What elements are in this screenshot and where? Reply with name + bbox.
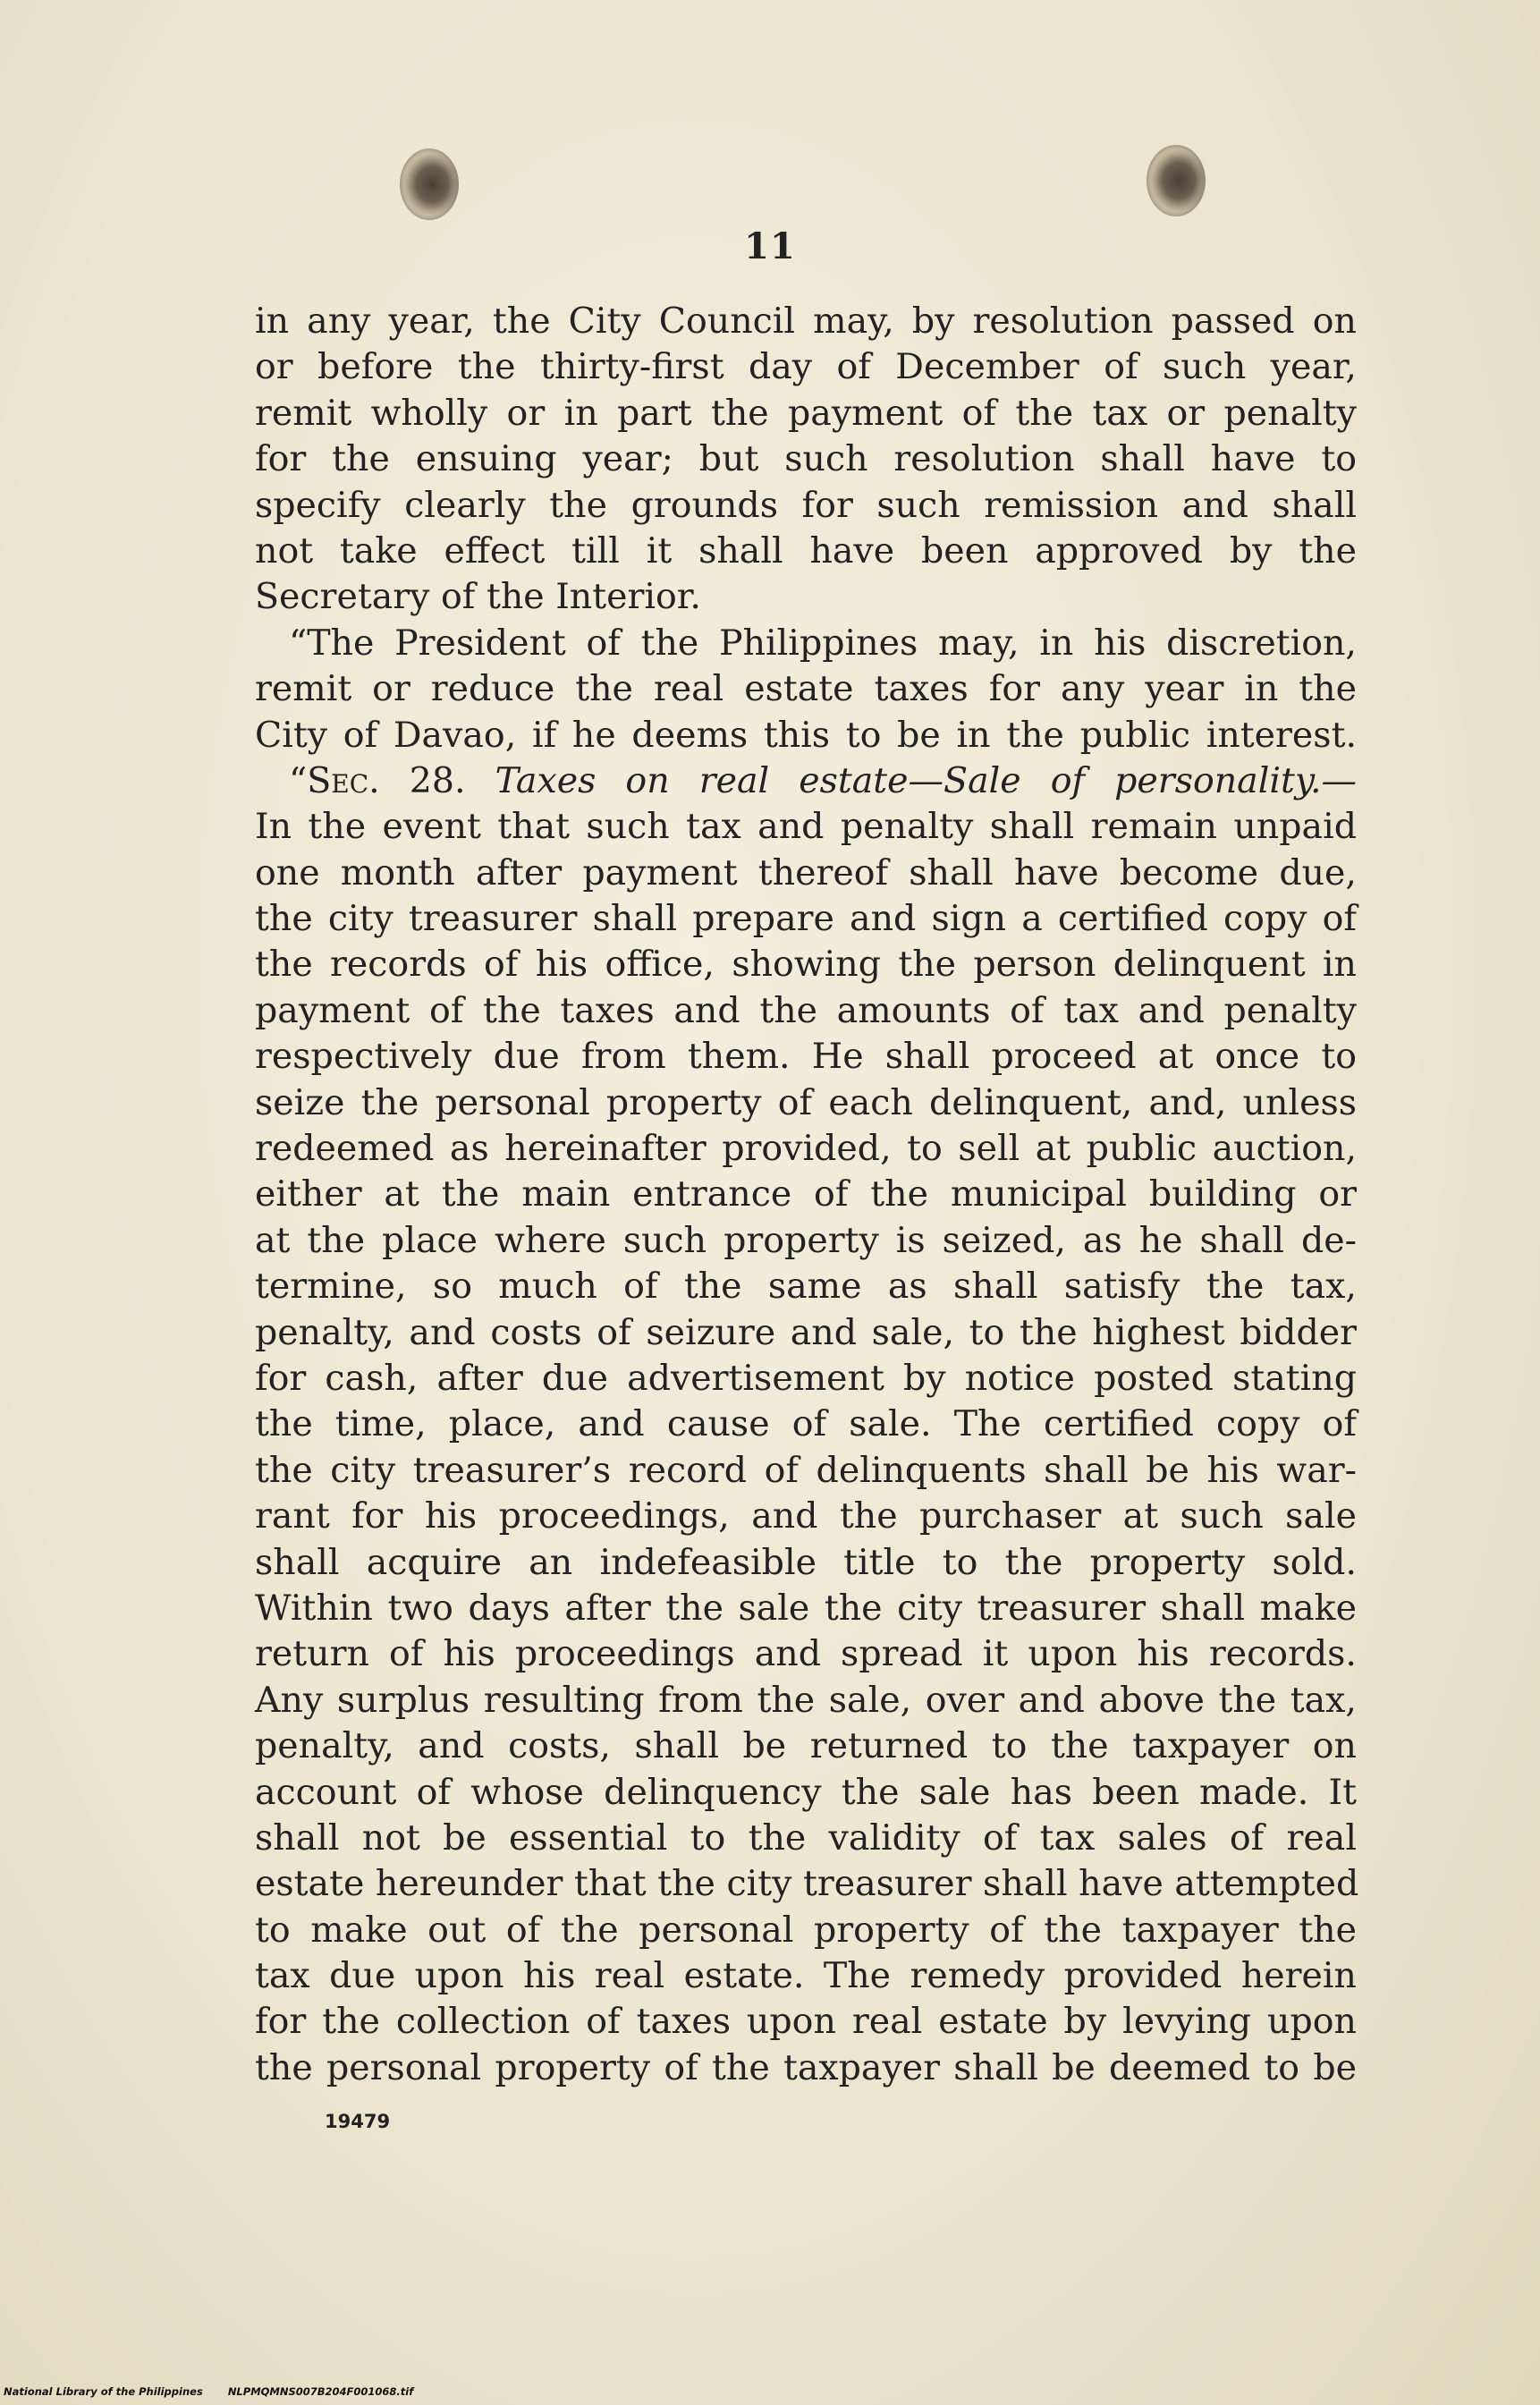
text-line: Within two days after the sale the city treasurer shall make [255,1587,1357,1629]
text-line: rant for his proceedings, and the purchaser at such sale [255,1495,1357,1537]
text-line: in any year, the City Council may, by resolution passed on [255,301,1357,342]
text-line: City of Davao, if he deems this to be in the public interest. [255,714,1357,756]
text-line: Secretary of the Interior. [255,576,701,618]
text-line: at the place where such property is seized, as he shall de- [255,1219,1357,1261]
text-line: estate hereunder that the city treasurer shall have attempted [255,1863,1359,1905]
text-line: one month after payment thereof shall have become due, [255,851,1357,893]
text-line: penalty, and costs, shall be returned to the taxpayer on [255,1725,1357,1767]
text-line: account of whose delinquency the sale has been made. It [255,1771,1357,1813]
text-line: return of his proceedings and spread it upon his records. [255,1633,1357,1675]
text-line: remit wholly or in part the payment of the tax or penalty [255,392,1357,434]
text-line: payment of the taxes and the amounts of tax and penalty [255,989,1357,1031]
text-line: “The President of the Philippines may, in his discretion, [289,622,1357,664]
footer-institution: National Library of the Philippines [4,2385,203,2398]
text-line: the records of his office, showing the person delinquent in [255,944,1357,986]
binding-hole-left [400,148,459,220]
text-line: termine, so much of the same as shall satisfy the tax, [255,1266,1357,1308]
text-line: shall acquire an indefeasible title to the property sold. [255,1541,1357,1583]
text-line: to make out of the personal property of the taxpayer the [255,1909,1357,1951]
footer-file-name: NLPMQMNS007B204F001068.tif [227,2385,414,2398]
text-line: respectively due from them. He shall proceed at once to [255,1036,1357,1078]
body-text [255,299,1357,2091]
text-line: not take effect till it shall have been approved by the [255,529,1357,572]
text-line: or before the thirty-first day of December of such year, [255,346,1357,388]
binding-hole-right [1147,145,1206,216]
section-heading-line [255,758,1357,804]
text-line: penalty, and costs of seizure and sale, to the highest bidder [255,1311,1357,1353]
text-line: redeemed as hereinafter provided, to sell at public auction, [255,1128,1357,1170]
print-code: 19479 [325,2111,391,2132]
text-line: In the event that such tax and penalty shall remain unpaid [255,806,1357,848]
text-line: either at the main entrance of the municipal building or [255,1173,1357,1215]
text-line: shall not be essential to the validity of tax sales of real [255,1816,1357,1859]
text-line: the city treasurer shall prepare and sign a certified copy of [255,898,1357,940]
text-line: for cash, after due advertisement by notice posted stating [255,1357,1357,1399]
page-number: 11 [744,225,796,267]
scan-footer [4,2385,435,2403]
section-label: Sec. [307,759,380,801]
text-line: Any surplus resulting from the sale, over and above the tax, [255,1679,1357,1721]
text-line: the city treasurer’s record of delinquents shall be his war- [255,1449,1357,1491]
text-line: specify clearly the grounds for such remission and shall [255,484,1357,526]
open-quote: “ [289,759,308,801]
text-line: the time, place, and cause of sale. The certified copy of [255,1403,1357,1445]
text-line: seize the personal property of each delinquent, and, unless [255,1081,1357,1123]
section-number: 28. [379,759,495,801]
text-line: tax due upon his real estate. The remedy provided herein [255,1955,1357,1997]
text-line: the personal property of the taxpayer shall be deemed to be [255,2046,1357,2088]
text-line: for the ensuing year; but such resolution shall have to [255,438,1357,480]
text-line: for the collection of taxes upon real estate by levying upon [255,2001,1357,2043]
section-heading: Taxes on real estate—Sale of personality.— [495,759,1357,801]
text-line: remit or reduce the real estate taxes for any year in the [255,668,1357,710]
